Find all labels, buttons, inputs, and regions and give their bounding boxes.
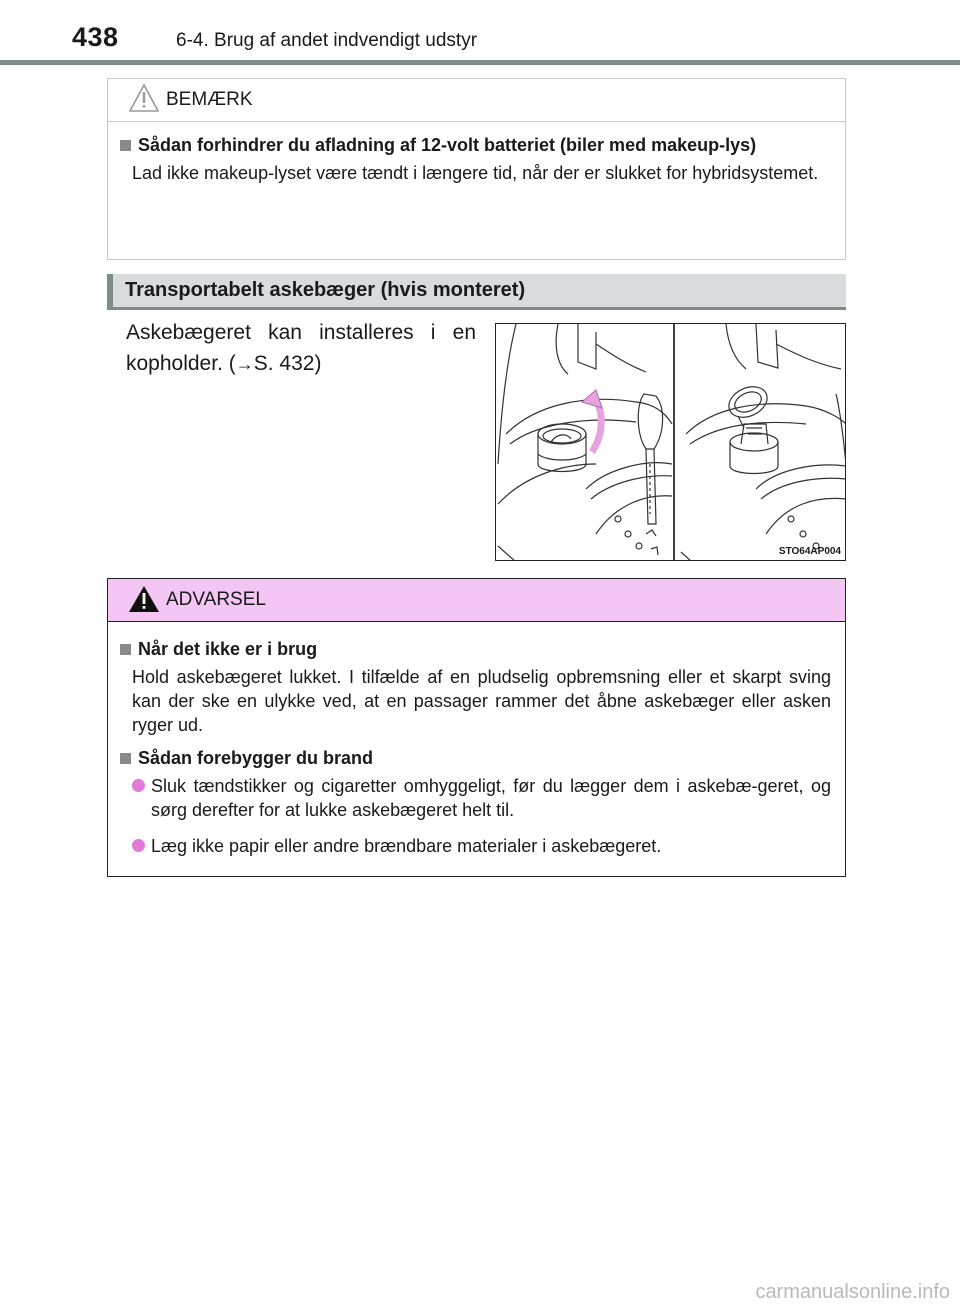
section-heading-bar (107, 274, 113, 307)
arrow-right-icon: → (235, 354, 254, 374)
square-bullet-icon (120, 644, 131, 655)
caution-triangle-icon (128, 83, 160, 113)
warning-title: ADVARSEL (166, 589, 266, 610)
section-heading (107, 274, 846, 310)
warning-header (108, 579, 845, 622)
warning-bullet-2-text: Læg ikke papir eller andre brændbare materialer i askebægeret. (151, 836, 662, 856)
header-rule (0, 60, 960, 65)
page-number: 438 (72, 22, 119, 52)
footer-watermark: carmanualsonline.info (755, 1281, 950, 1303)
warning-bullet-1 (132, 774, 831, 822)
warning-bullet-2 (132, 834, 831, 858)
body-text-line1: Askebægeret kan installeres i en (126, 321, 476, 344)
warning-bullet-1-text: Sluk tændstikker og cigaretter omhyggeligt, før du lægger dem i askebæ-geret, og sørg derefter for at lukke askebægeret helt til. (151, 776, 831, 820)
round-bullet-icon (132, 779, 145, 792)
note-text: Lad ikke makeup-lyset være tændt i længere tid, når der er slukket for hybridsystemet. (132, 163, 819, 183)
note-box (107, 78, 846, 260)
ashtray-drawing (496, 324, 846, 561)
warning-topic-2 (120, 747, 831, 770)
note-title: BEMÆRK (166, 89, 253, 110)
warning-topic-2-text: Sådan forebygger du brand (138, 748, 374, 768)
warning-topic-1-text: Når det ikke er i brug (138, 639, 318, 659)
round-bullet-icon (132, 839, 145, 852)
square-bullet-icon (120, 753, 131, 764)
square-bullet-icon (120, 140, 131, 151)
note-topic-text: Sådan forhindrer du afladning af 12-volt batteriet (biler med makeup-lys) (138, 135, 757, 155)
ashtray-illustration (495, 323, 846, 561)
figure-code: STO64AP004 (778, 546, 841, 557)
page-reference-link[interactable]: S. 432) (253, 352, 322, 375)
body-text-prefix: kopholder. ( (126, 352, 236, 375)
note-header (108, 79, 845, 122)
warning-triangle-icon (128, 585, 160, 613)
warning-text-1: Hold askebægeret lukket. I tilfælde af en pludselig opbremsning eller et skarpt sving kan der ske en ulykke ved, at en passager rammer det åbne askebæger eller asken ryger ud. (132, 667, 831, 735)
body-text-line2 (126, 348, 476, 380)
section-heading-title: Transportabelt askebæger (hvis monteret) (125, 279, 526, 301)
warning-topic-1 (120, 638, 831, 661)
note-topic (120, 134, 831, 157)
chapter-title: 6-4. Brug af andet indvendigt udstyr (176, 30, 478, 51)
warning-box (107, 578, 846, 877)
